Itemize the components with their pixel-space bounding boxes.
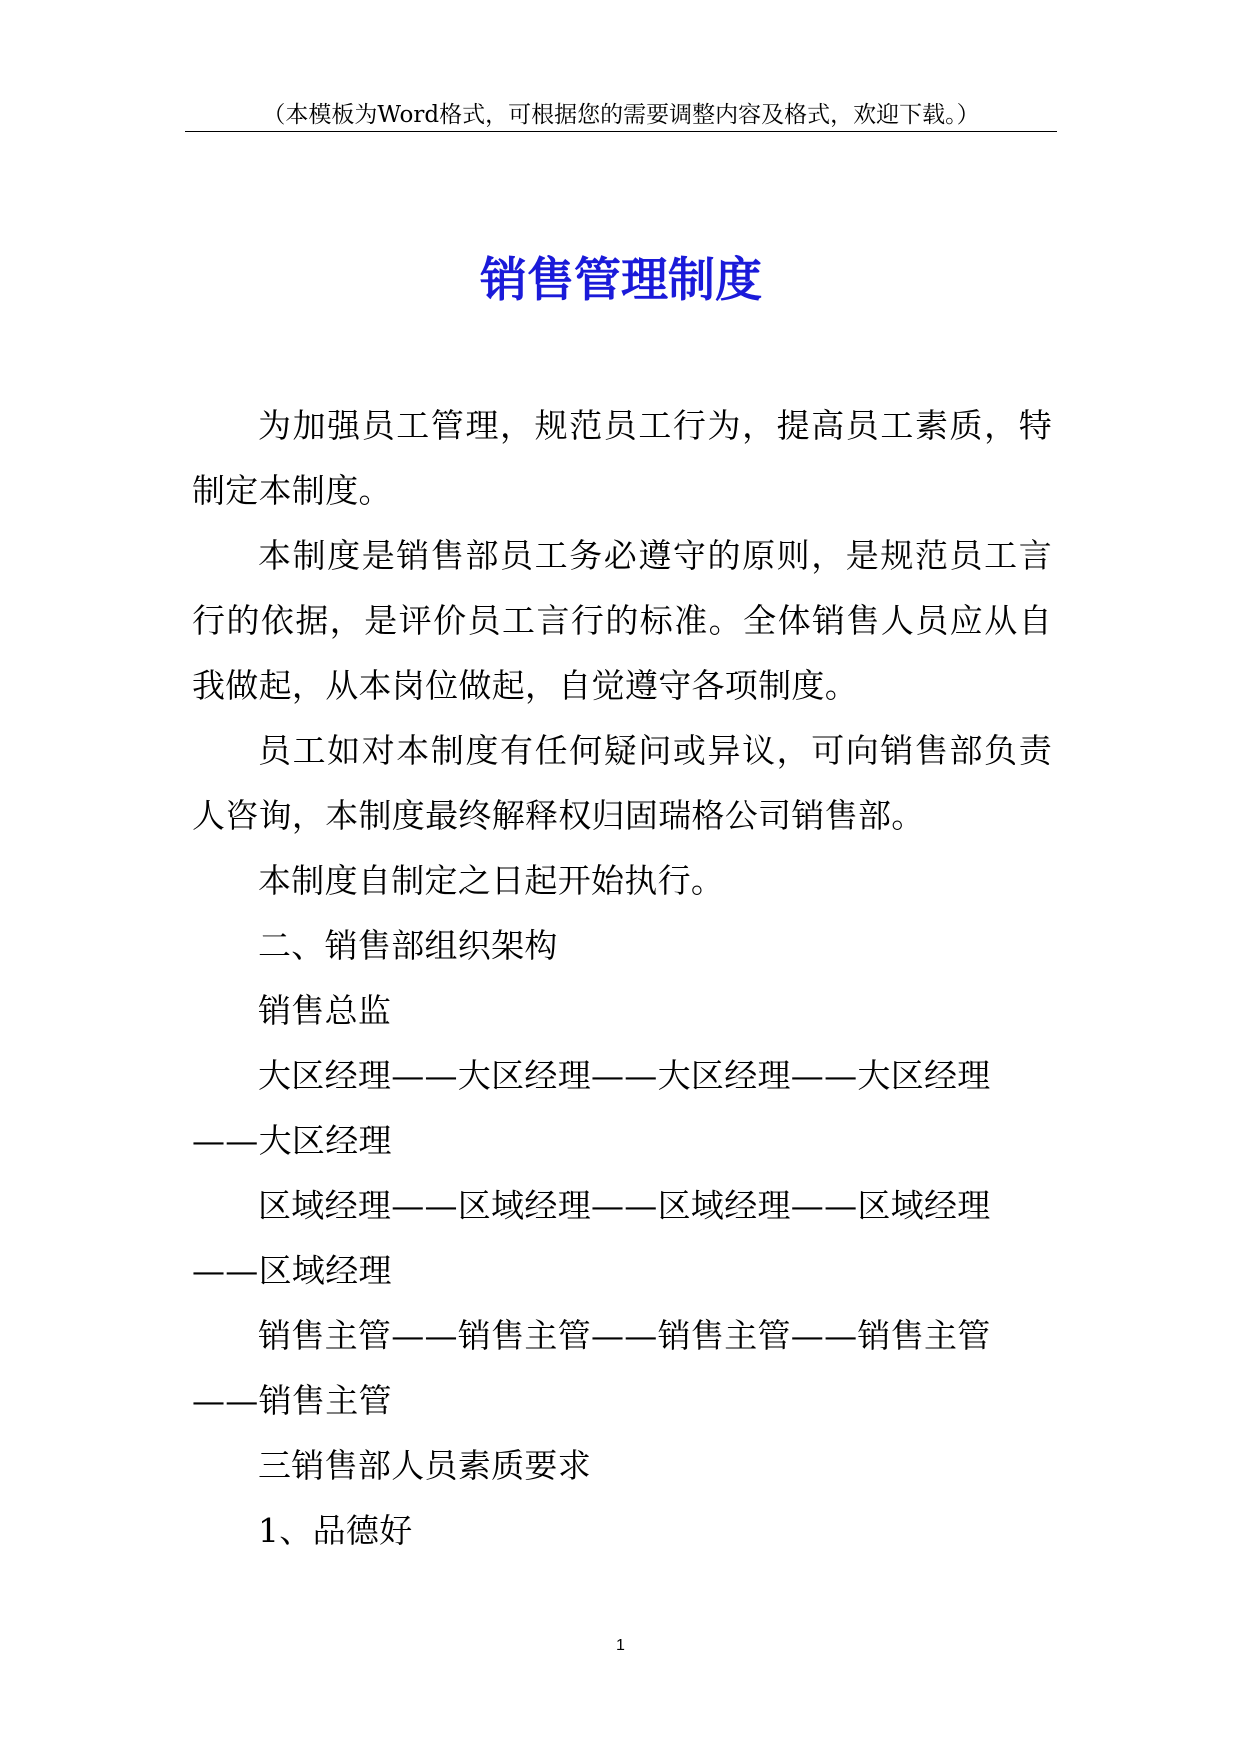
page-number: 1 xyxy=(616,1637,625,1654)
section-heading-quality-requirements: 三销售部人员素质要求 xyxy=(258,1446,591,1485)
org-level-sales-supervisors-continued: ——销售主管 xyxy=(192,1381,392,1420)
paragraph-effective-date: 本制度自制定之日起开始执行。 xyxy=(258,861,725,900)
document-body xyxy=(192,393,1052,1563)
org-level-area-managers-continued: ——区域经理 xyxy=(192,1251,392,1290)
paragraph-inquiry: 员工如对本制度有任何疑问或异议，可向销售部负责人咨询，本制度最终解释权归固瑞格公司销售部。 xyxy=(192,731,1052,835)
requirement-item-1: 1、品德好 xyxy=(258,1511,413,1550)
header-divider xyxy=(185,131,1057,132)
header-note: （本模板为Word格式，可根据您的需要调整内容及格式，欢迎下载。） xyxy=(262,102,980,128)
document-title: 销售管理制度 xyxy=(480,253,762,309)
org-level-area-managers: 区域经理——区域经理——区域经理——区域经理 xyxy=(258,1186,991,1225)
org-level-regional-managers: 大区经理——大区经理——大区经理——大区经理 xyxy=(258,1056,991,1095)
section-heading-org-structure: 二、销售部组织架构 xyxy=(258,926,558,965)
paragraph-purpose: 为加强员工管理，规范员工行为，提高员工素质，特制定本制度。 xyxy=(192,406,1052,510)
org-level-regional-managers-continued: ——大区经理 xyxy=(192,1121,392,1160)
paragraph-principle: 本制度是销售部员工务必遵守的原则，是规范员工言行的依据，是评价员工言行的标准。全体销售人员应从自我做起，从本岗位做起，自觉遵守各项制度。 xyxy=(192,536,1052,705)
org-level-sales-supervisors: 销售主管——销售主管——销售主管——销售主管 xyxy=(258,1316,991,1355)
org-level-sales-director: 销售总监 xyxy=(258,991,392,1030)
